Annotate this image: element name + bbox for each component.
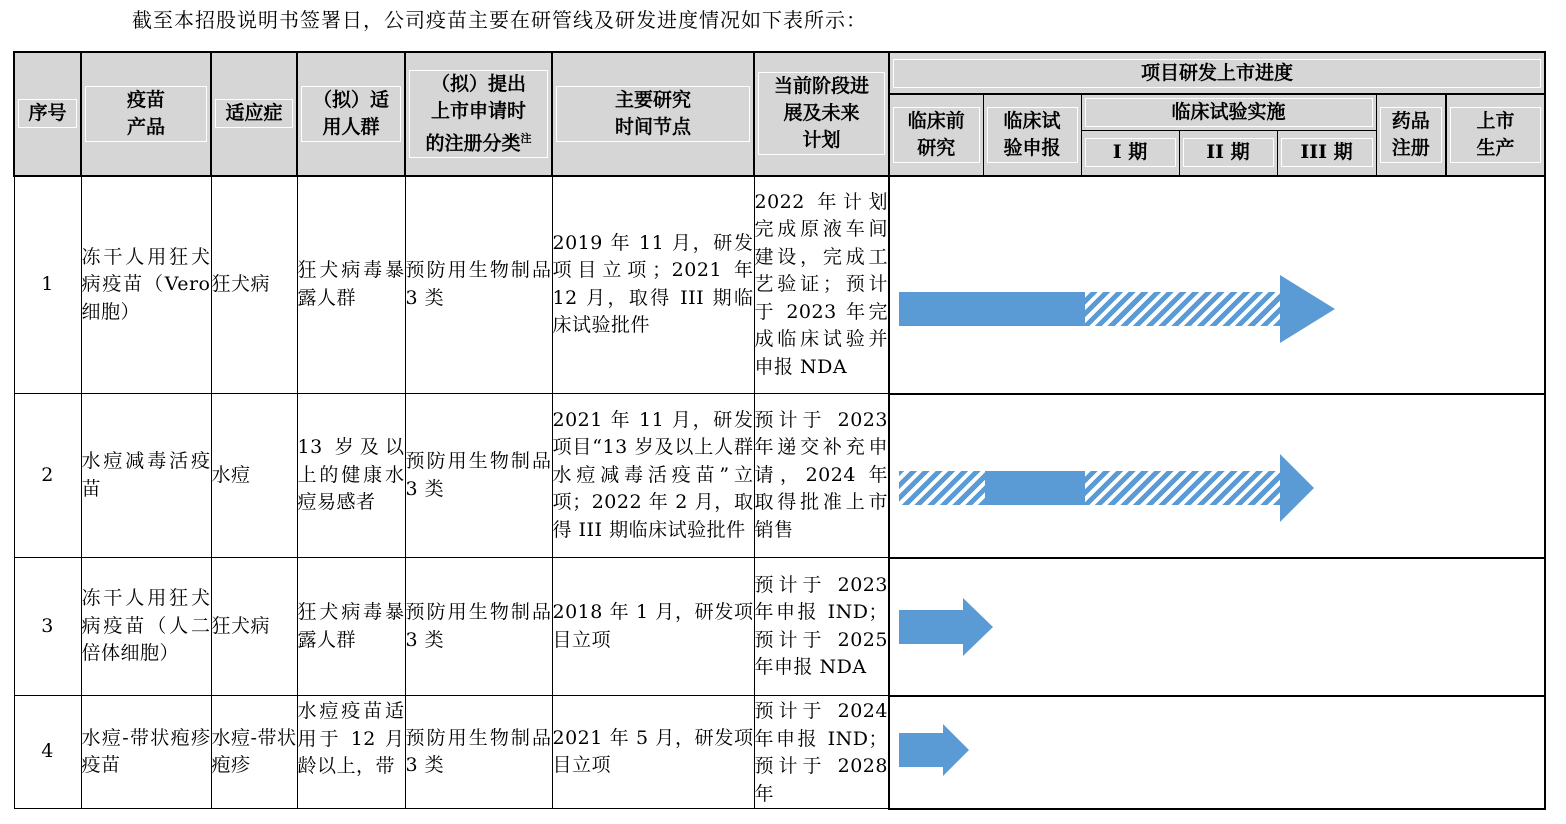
row-population: 13 岁及以上的健康水痘易感者 [297, 394, 405, 558]
header-stage-clinical-filing: 临床试 验申报 [983, 94, 1081, 176]
row-registration: 预防用生物制品 3 类 [405, 176, 552, 394]
progress-bar-completed [899, 292, 1085, 326]
row-seq: 4 [14, 696, 81, 809]
row-population: 狂犬病毒暴露人群 [297, 558, 405, 696]
progress-arrow-head [943, 724, 969, 776]
row-indication: 水痘-带状疱疹 [211, 696, 297, 809]
row-product: 冻干人用狂犬病疫苗（Vero细胞） [81, 176, 211, 394]
row-seq: 2 [14, 394, 81, 558]
header-stage-clinical-trials: 临床试验实施 [1081, 94, 1376, 131]
header-phase-2: II 期 [1179, 131, 1277, 176]
row-milestones: 2019 年 11 月，研发项目立项；2021 年 12 月，取得 III 期临床试验批件 [552, 176, 754, 394]
row-milestones: 2021 年 5 月，研发项目立项 [552, 696, 754, 809]
row-plan: 预计于 2023 年递交补充申请，2024 年取得批准上市销售 [754, 394, 889, 558]
header-product: 疫苗 产品 [81, 52, 211, 176]
header-phase-3: III 期 [1277, 131, 1376, 176]
row-population: 狂犬病毒暴露人群 [297, 176, 405, 394]
row-population: 水痘疫苗适用于 12 月龄以上，带 [297, 696, 405, 809]
header-plan: 当前阶段进 展及未来 计划 [754, 52, 889, 176]
intro-text: 截至本招股说明书签署日，公司疫苗主要在研管线及研发进度情况如下表所示： [132, 8, 867, 32]
row-product: 水痘-带状疱疹疫苗 [81, 696, 211, 809]
row-indication: 狂犬病 [211, 176, 297, 394]
row-plan: 2022 年计划完成原液车间建设，完成工艺验证；预计于 2023 年完成临床试验并申报 NDA [754, 176, 889, 394]
row-seq: 1 [14, 176, 81, 394]
progress-bar-in-progress [899, 471, 985, 505]
row-registration: 预防用生物制品 3 类 [405, 696, 552, 809]
row-product: 冻干人用狂犬病疫苗（人二倍体细胞） [81, 558, 211, 696]
row-progress-area [889, 696, 1545, 809]
row-registration: 预防用生物制品 3 类 [405, 558, 552, 696]
row-seq: 3 [14, 558, 81, 696]
row-progress-area [889, 176, 1545, 394]
header-registration: （拟）提出 上市申请时 的注册分类$^注$ [405, 52, 552, 176]
row-product: 水痘减毒活疫苗 [81, 394, 211, 558]
progress-bar-completed [899, 610, 963, 644]
row-plan: 预计于 2024 年申报 IND；预计于 2028 年 [754, 696, 889, 809]
header-milestones: 主要研究 时间节点 [552, 52, 754, 176]
row-indication: 水痘 [211, 394, 297, 558]
progress-arrow-head [1280, 454, 1314, 522]
row-plan: 预计于 2023 年申报 IND；预计于 2025 年申报 NDA [754, 558, 889, 696]
row-milestones: 2018 年 1 月，研发项目立项 [552, 558, 754, 696]
row-registration: 预防用生物制品 3 类 [405, 394, 552, 558]
row-milestones: 2021 年 11 月，研发项目“13 岁及以上人群水痘减毒活疫苗”立项；2022 年 2 月，取得 III 期临床试验批件 [552, 394, 754, 558]
header-progress-title: 项目研发上市进度 [889, 52, 1545, 94]
table-row [14, 558, 1545, 696]
progress-arrow-head [963, 598, 993, 656]
progress-arrow-head [1280, 275, 1335, 343]
row-indication: 狂犬病 [211, 558, 297, 696]
header-population: （拟）适 用人群 [297, 52, 405, 176]
header-stage-drug-registration: 药品 注册 [1376, 94, 1446, 176]
progress-bar-in-progress [1085, 471, 1280, 505]
progress-bar-in-progress [1085, 292, 1280, 326]
header-stage-preclinical: 临床前 研究 [889, 94, 983, 176]
progress-bar-completed [985, 471, 1085, 505]
table-row [14, 394, 1545, 558]
table-row [14, 696, 1545, 809]
progress-bar-completed [899, 733, 943, 767]
header-stage-market: 上市 生产 [1446, 94, 1545, 176]
pipeline-table [13, 51, 1546, 810]
header-phase-1: I 期 [1081, 131, 1179, 176]
header-seq: 序号 [14, 52, 81, 176]
header-indication: 适应症 [211, 52, 297, 176]
